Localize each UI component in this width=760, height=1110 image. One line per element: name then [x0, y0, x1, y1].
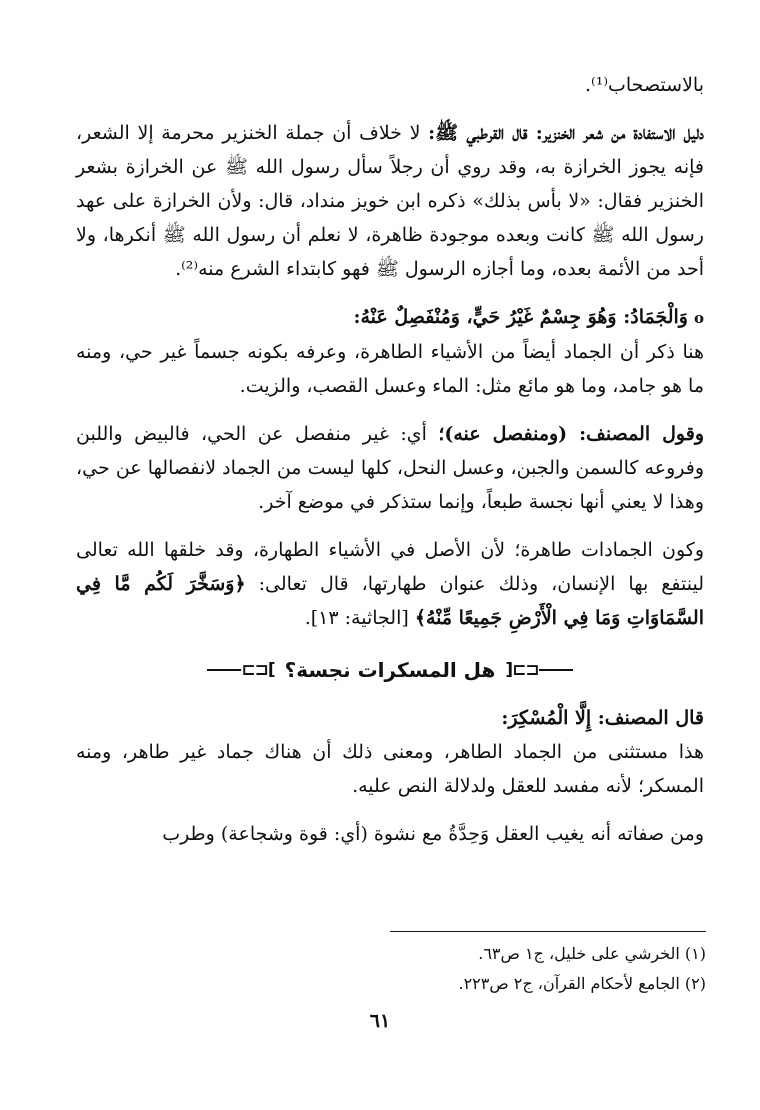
- quran-verse: ﴿وَسَخَّرَ لَكُم مَّا فِي السَّمَاوَاتِ وَمَا فِي الْأَرْضِ جَمِيعًا مِّنْهُ﴾: [76, 573, 704, 629]
- paragraph-lead: دليل الاستفادة من شعر الخنزير: قال القرطبي ﷺ:: [428, 122, 704, 144]
- paragraph-sifat: ومن صفاته أنه يغيب العقل وَحِدَّةُ مع نشوة (أي: قوة وشجاعة) وطرب: [162, 823, 704, 845]
- footnote-divider: [390, 931, 706, 932]
- section-title-text: هل المسكرات نجسة؟: [284, 658, 496, 682]
- ornament-left-icon: ⊏⊐[: [207, 653, 274, 687]
- paragraph-muskir: هذا مستثنى من الجماد الطاهر، ومعنى ذلك أن هناك جماد غير طاهر، ومنه المسكر؛ لأنه مفسد للعقل ولدلالة النص عليه.: [76, 741, 704, 797]
- page-number: ٦١: [369, 1010, 391, 1032]
- section-title: [76, 653, 704, 687]
- matn-jamad: [76, 300, 704, 335]
- gap: [76, 286, 704, 300]
- paragraph-jamad-definition: هنا ذكر أن الجماد أيضاً من الأشياء الطاهرة، وعرفه بكونه جسماً غير حي، ومنه ما هو جامد، وما هو مائع مثل: الماء وعسل القصب، والزيت.: [76, 341, 704, 397]
- top-line: بالاستصحاب⁽¹⁾.: [585, 74, 704, 96]
- footnote-1: (١) الخرشي على خليل، ج١ ص٦٣.: [478, 944, 706, 963]
- verse-reference: [الجاثية: ١٣].: [304, 607, 415, 629]
- matn-muskir: قال المصنف: إِلَّا الْمُسْكِرَ:: [501, 707, 704, 729]
- paragraph-lead: وقول المصنف: (ومنفصل عنه)؛: [438, 423, 704, 445]
- paragraph-text: وكون الجمادات طاهرة؛ لأن الأصل في الأشياء الطهارة، وقد خلقها الله تعالى لينتفع بها الإنسان، وذلك عنوان طهارتها، قال تعالى:: [76, 539, 704, 595]
- paragraph-text: أي: غير منفصل عن الحي، فالبيض واللبن وفروعه كالسمن والجبن، وعسل النحل، كلها ليست من الجماد لانفصالها عن حي، وهذا لا يعني أنها نجسة طبعاً، وإنما ستذكر في موضع آخر.: [76, 423, 704, 513]
- gap: [76, 102, 704, 116]
- gap: [76, 803, 704, 817]
- paragraph-text: لا خلاف أن جملة الخنزير محرمة إلا الشعر، فإنه يجوز الخرازة به، وقد روي أن رجلاً سأل رسول الله ﷺ عن الخرازة بشعر الخنزير فقال: «لا بأس بذلك» ذكره ابن خويز منداد، قال: ولأن الخرازة على عهد رسول الله ﷺ كانت وبعده موجودة ظاهرة، لا نعلم أن رسول الله ﷺ أنكرها، ولا أحد من الأئمة بعده، وما أجازه الرسول ﷺ فهو كابتداء الشرع منه⁽²⁾.: [76, 122, 704, 280]
- paragraph-munfasil: [76, 417, 704, 519]
- gap: [76, 519, 704, 533]
- ornament-right-icon: ]⊏⊐: [505, 653, 572, 687]
- circle-marker-icon: o: [693, 309, 704, 327]
- paragraph-hair-evidence: [76, 116, 704, 286]
- page-body: [76, 68, 704, 851]
- paragraph-taharah: [76, 533, 704, 635]
- footnotes: [300, 939, 706, 999]
- gap: [76, 403, 704, 417]
- footnote-2: (٢) الجامع لأحكام القرآن، ج٢ ص٢٢٣.: [458, 974, 706, 993]
- matn-text: وَالْجَمَادُ: وَهُوَ جِسْمٌ غَيْرُ حَيٍّ، وَمُنْفَصِلٌ عَنْهُ:: [353, 306, 688, 328]
